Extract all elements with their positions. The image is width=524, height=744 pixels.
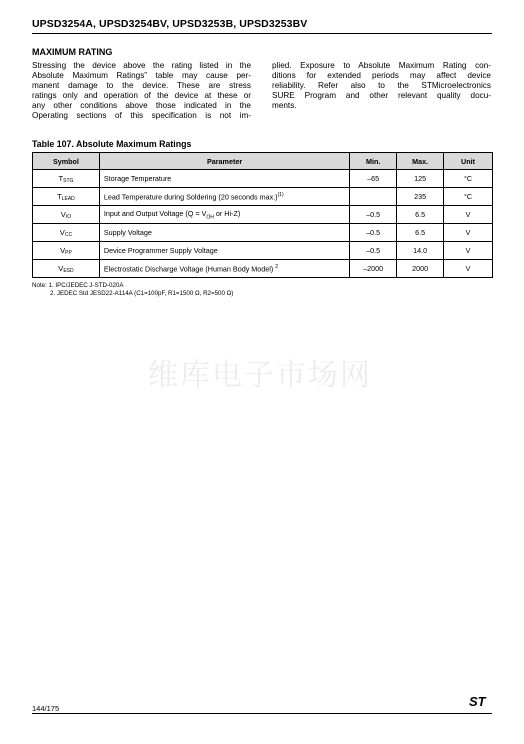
table-header-row xyxy=(33,153,493,170)
cell-unit: V xyxy=(444,242,493,260)
text-line: ments. xyxy=(272,101,297,110)
cell-max: 235 xyxy=(397,188,444,206)
cell-min: –0.5 xyxy=(350,224,397,242)
cell-max: 2000 xyxy=(397,260,444,278)
table-notes xyxy=(32,282,233,298)
watermark: 维库电子市场网 xyxy=(148,358,372,393)
note-2: 2. JEDEC Std JESD22-A114A (C1=100pF, R1=1500 Ω, R2=500 Ω) xyxy=(50,290,234,297)
table-title: Table 107. Absolute Maximum Ratings xyxy=(32,139,192,149)
cell-unit: V xyxy=(444,206,493,224)
text-line: plied. Exposure to Absolute Maximum Rating con- xyxy=(272,61,491,70)
cell-max: 14.0 xyxy=(397,242,444,260)
cell-parameter: Device Programmer Supply Voltage xyxy=(99,242,349,260)
cell-symbol: $T_{LEAD}$ xyxy=(33,188,100,206)
table-row xyxy=(33,242,493,260)
cell-symbol: $V_{CC}$ xyxy=(33,224,100,242)
cell-symbol: $V_{PP}$ xyxy=(33,242,100,260)
table-row xyxy=(33,206,493,224)
page-number: 144/175 xyxy=(32,704,60,713)
cell-parameter: Electrostatic Discharge Voltage (Human Body Model) $^2$ xyxy=(99,260,349,278)
text-line: Absolute Maximum Ratings” table may cause per- xyxy=(32,71,251,80)
text-line: ditions for extended periods may affect device xyxy=(272,71,491,80)
cell-parameter: Lead Temperature during Soldering (20 seconds max.)$^{(1)}$ xyxy=(99,188,349,206)
text-line: reliability. Refer also to the STMicroelectronics xyxy=(272,81,491,90)
cell-min: –0.5 xyxy=(350,206,397,224)
section-title: MAXIMUM RATING xyxy=(32,47,113,57)
text-line: any other conditions above those indicated in the xyxy=(32,101,251,110)
header-max: Max. xyxy=(397,153,444,170)
table-row xyxy=(33,170,493,188)
cell-min: –0.5 xyxy=(350,242,397,260)
cell-unit: °C xyxy=(444,170,493,188)
cell-min xyxy=(350,188,397,206)
header-parameter: Parameter xyxy=(99,153,349,170)
footer-rule xyxy=(32,713,492,714)
header-rule xyxy=(32,33,492,34)
body-text-right-column xyxy=(272,61,491,111)
header-unit: Unit xyxy=(444,153,493,170)
text-line: SURE Program and other relevant quality docu- xyxy=(272,91,491,100)
text-line: Stressing the device above the rating listed in the xyxy=(32,61,251,70)
text-line: ratings only and operation of the device at these or xyxy=(32,91,251,100)
body-text-left-column xyxy=(32,61,251,121)
table-row xyxy=(33,188,493,206)
cell-max: 125 xyxy=(397,170,444,188)
cell-symbol: $T_{STG}$ xyxy=(33,170,100,188)
cell-min: –2000 xyxy=(350,260,397,278)
cell-unit: V xyxy=(444,224,493,242)
svg-text:ST: ST xyxy=(469,694,486,708)
cell-parameter: Storage Temperature xyxy=(99,170,349,188)
cell-max: 6.5 xyxy=(397,224,444,242)
text-line: manent damage to the device. These are stress xyxy=(32,81,251,90)
note-1: Note: 1. IPC/JEDEC J-STD-020A xyxy=(32,282,124,289)
cell-max: 6.5 xyxy=(397,206,444,224)
text-line: Operating sections of this specification is not im- xyxy=(32,111,251,120)
cell-parameter: Input and Output Voltage ($Q = V_{OH}$ or Hi-Z) xyxy=(99,206,349,224)
header-symbol: Symbol xyxy=(33,153,100,170)
cell-unit: °C xyxy=(444,188,493,206)
absolute-maximum-ratings-table xyxy=(32,152,493,278)
cell-symbol: $V_{ESD}$ xyxy=(33,260,100,278)
header-min: Min. xyxy=(350,153,397,170)
st-logo-icon xyxy=(468,694,494,708)
document-header-title: UPSD3254A, UPSD3254BV, UPSD3253B, UPSD3253BV xyxy=(32,18,308,30)
cell-min: –65 xyxy=(350,170,397,188)
table-row xyxy=(33,224,493,242)
cell-unit: V xyxy=(444,260,493,278)
table-row xyxy=(33,260,493,278)
cell-parameter: Supply Voltage xyxy=(99,224,349,242)
cell-symbol: $V_{IO}$ xyxy=(33,206,100,224)
